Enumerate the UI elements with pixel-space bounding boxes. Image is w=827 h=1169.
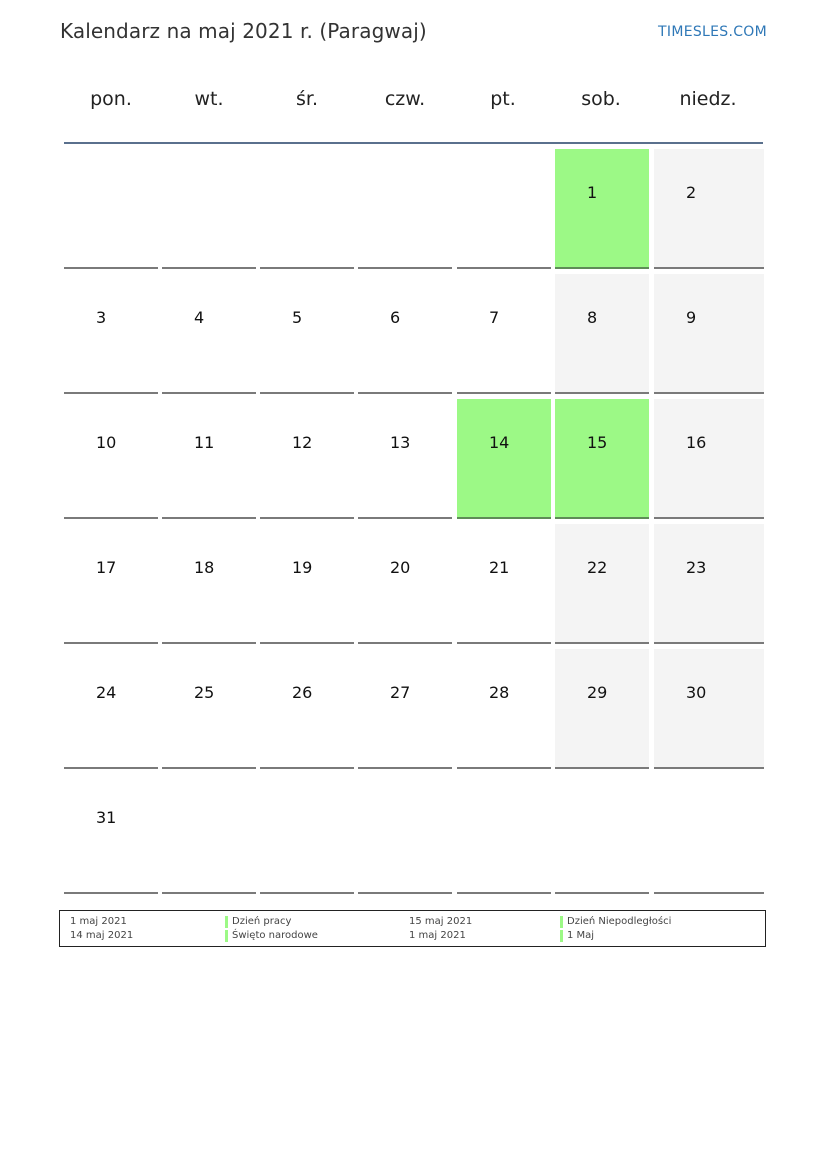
empty-cell — [162, 149, 256, 269]
day-cell — [64, 774, 158, 894]
day-cell — [64, 274, 158, 394]
day-cell — [358, 274, 452, 394]
day-number: 18 — [194, 558, 215, 577]
day-number: 13 — [390, 433, 411, 452]
day-number: 10 — [96, 433, 117, 452]
day-number: 28 — [489, 683, 510, 702]
day-number: 3 — [96, 308, 107, 327]
holiday-legend — [59, 910, 766, 947]
weekday-thu: czw. — [384, 88, 426, 110]
legend-date: 1 maj 2021 — [409, 930, 466, 941]
day-cell — [457, 399, 551, 519]
day-cell — [162, 649, 256, 769]
brand-link[interactable]: TIMESLES.COM — [658, 24, 767, 40]
empty-cell — [260, 149, 354, 269]
weekday-header — [62, 88, 764, 128]
day-cell — [555, 149, 649, 269]
weekday-sun: niedz. — [679, 88, 737, 110]
day-cell — [162, 399, 256, 519]
day-cell — [654, 524, 764, 644]
day-cell — [260, 274, 354, 394]
calendar-title: Kalendarz na maj 2021 r. (Paragwaj) — [60, 19, 427, 43]
empty-cell — [64, 149, 158, 269]
legend-name: Dzień Niepodległości — [567, 916, 672, 927]
day-cell — [654, 649, 764, 769]
day-cell — [457, 274, 551, 394]
day-number: 22 — [587, 558, 608, 577]
day-number: 20 — [390, 558, 411, 577]
empty-cell — [555, 774, 649, 894]
weekday-sat: sob. — [581, 88, 621, 110]
day-number: 7 — [489, 308, 500, 327]
day-number: 2 — [686, 183, 697, 202]
day-cell — [162, 274, 256, 394]
day-cell — [358, 399, 452, 519]
day-cell — [555, 524, 649, 644]
day-number: 25 — [194, 683, 215, 702]
legend-marker — [225, 930, 228, 942]
day-number: 8 — [587, 308, 598, 327]
empty-cell — [260, 774, 354, 894]
day-number: 15 — [587, 433, 608, 452]
header-divider — [64, 142, 763, 144]
day-cell — [64, 524, 158, 644]
day-number: 1 — [587, 183, 598, 202]
day-number: 21 — [489, 558, 510, 577]
day-cell — [555, 274, 649, 394]
day-cell — [457, 649, 551, 769]
legend-date: 14 maj 2021 — [70, 930, 134, 941]
day-number: 16 — [686, 433, 707, 452]
day-cell — [555, 649, 649, 769]
day-cell — [457, 524, 551, 644]
day-cell — [260, 524, 354, 644]
day-number: 19 — [292, 558, 313, 577]
legend-marker — [560, 930, 563, 942]
day-number: 31 — [96, 808, 117, 827]
weekday-wed: śr. — [295, 88, 318, 110]
day-number: 5 — [292, 308, 303, 327]
day-number: 29 — [587, 683, 608, 702]
legend-name: Święto narodowe — [232, 930, 318, 941]
legend-date: 15 maj 2021 — [409, 916, 473, 927]
empty-cell — [162, 774, 256, 894]
day-cell — [555, 399, 649, 519]
weekday-fri: pt. — [490, 88, 516, 110]
day-cell — [358, 649, 452, 769]
legend-date: 1 maj 2021 — [70, 916, 127, 927]
legend-name: 1 Maj — [567, 930, 595, 941]
legend-marker — [225, 916, 228, 928]
empty-cell — [358, 774, 452, 894]
legend-marker — [560, 916, 563, 928]
empty-cell — [358, 149, 452, 269]
day-cell — [654, 149, 764, 269]
day-number: 9 — [686, 308, 697, 327]
day-cell — [654, 399, 764, 519]
day-number: 6 — [390, 308, 401, 327]
day-cell — [162, 524, 256, 644]
day-number: 17 — [96, 558, 117, 577]
day-number: 12 — [292, 433, 313, 452]
day-cell — [654, 274, 764, 394]
day-number: 26 — [292, 683, 313, 702]
day-cell — [64, 649, 158, 769]
day-cell — [260, 399, 354, 519]
day-cell — [358, 524, 452, 644]
day-number: 4 — [194, 308, 205, 327]
day-cell — [260, 649, 354, 769]
empty-cell — [457, 774, 551, 894]
day-number: 27 — [390, 683, 411, 702]
weekday-mon: pon. — [90, 88, 132, 110]
day-number: 23 — [686, 558, 707, 577]
day-number: 14 — [489, 433, 510, 452]
empty-cell — [457, 149, 551, 269]
day-number: 30 — [686, 683, 707, 702]
legend-name: Dzień pracy — [232, 916, 292, 927]
weekday-tue: wt. — [194, 88, 224, 110]
day-number: 11 — [194, 433, 215, 452]
day-cell — [64, 399, 158, 519]
empty-cell — [654, 774, 764, 894]
day-number: 24 — [96, 683, 117, 702]
